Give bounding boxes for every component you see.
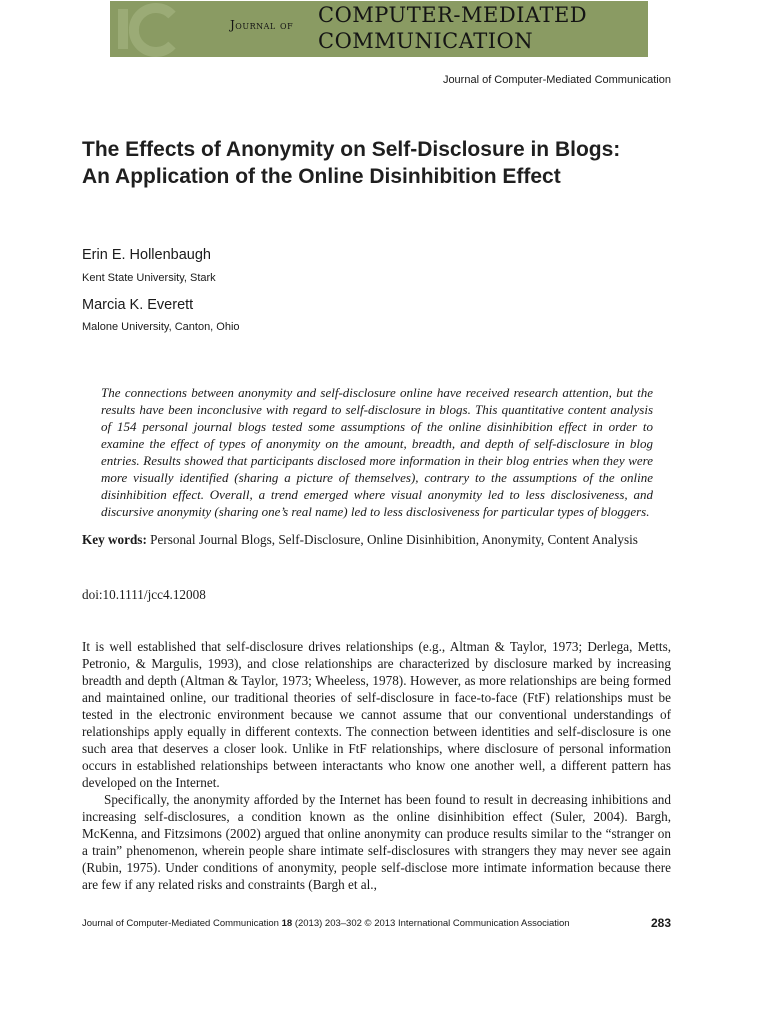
running-head: Journal of Computer-Mediated Communication (442, 74, 671, 86)
keywords (82, 531, 642, 548)
banner-journal-of: Journal of (230, 18, 294, 32)
author-affiliation: Kent State University, Stark (82, 272, 216, 284)
author-affiliation: Malone University, Canton, Ohio (82, 321, 240, 333)
body-paragraph: It is well established that self-disclosure drives relationships (e.g., Altman & Taylor, 1973; Derlega, Metts, Petronio, & Margulis, 1993), and close relationships are characterized by disclosure marked by increasing breadth and depth (Altman & Taylor, 1973; Wheeless, 1978). However, as more relationships are being formed and maintained online, our traditional theories of self-disclosure in face-to-face (FtF) relationships must be tested in the electronic environment because we cannot assume that our conventional understandings of relationships apply equally in different contexts. The connection between identities and self-disclosure is one such area that deserves a closer look. Unlike in FtF relationships, where disclosure of personal information occurs in established relationships between interactants who know one another well, a different pattern has developed on the Internet. (82, 639, 671, 790)
abstract: The connections between anonymity and self-disclosure online have received research attention, but the results have been inconclusive with regard to self-disclosure in blogs. This quantitative content analysis of 154 personal journal blogs tested some assumptions of the online disinhibition effect in order to examine the effect of types of anonymity on the amount, breadth, and depth of self-disclosure in blog entries. Results showed that participants disclosed more information in their blog entries when they were more visually identified (sharing a picture of themselves), contrary to the assumptions of the online disinhibition effect. Overall, a trend emerged where visual anonymity led to less disclosiveness, and discursive anonymity (sharing one’s real name) led to less disclosiveness for particular types of bloggers. (101, 385, 653, 519)
page-number: 283 (650, 916, 671, 930)
journal-logo-watermark (112, 1, 178, 57)
keywords-label: Key words: (82, 532, 147, 547)
footer-volume: 18 (281, 918, 293, 929)
doi: doi:10.1111/jcc4.12008 (82, 587, 206, 602)
article-title: The Effects of Anonymity on Self-Disclosure in Blogs: An Application of the Online Disinhibition Effect (82, 138, 621, 188)
author-name: Erin E. Hollenbaugh (82, 247, 211, 263)
footer-journal: Journal of Computer-Mediated Communication (82, 918, 279, 929)
body-paragraph: Specifically, the anonymity afforded by the Internet has been found to result in decreasing inhibitions and increasing self-disclosures, a condition known as the online disinhibition effect (Suler, 2004). Bargh, McKenna, and Fitzsimons (2002) argued that online anonymity can produce results similar to the “stranger on a train” phenomenon, wherein people share intimate self-disclosures with strangers they may never see again (Rubin, 1975). Under conditions of anonymity, people self-disclose more intimate information because there are few if any related risks and constraints (Bargh et al., (82, 792, 671, 892)
banner-title-line2: COMMUNICATION (318, 29, 534, 53)
journal-banner (110, 1, 648, 57)
keywords-list: Personal Journal Blogs, Self-Disclosure, Online Disinhibition, Anonymity, Content Analysis (150, 532, 638, 547)
author-name: Marcia K. Everett (82, 297, 194, 313)
page-footer (82, 918, 570, 929)
article-body (82, 638, 671, 893)
banner-title-line1: COMPUTER-MEDIATED (318, 3, 588, 27)
footer-details: (2013) 203–302 © 2013 International Communication Association (294, 918, 570, 929)
